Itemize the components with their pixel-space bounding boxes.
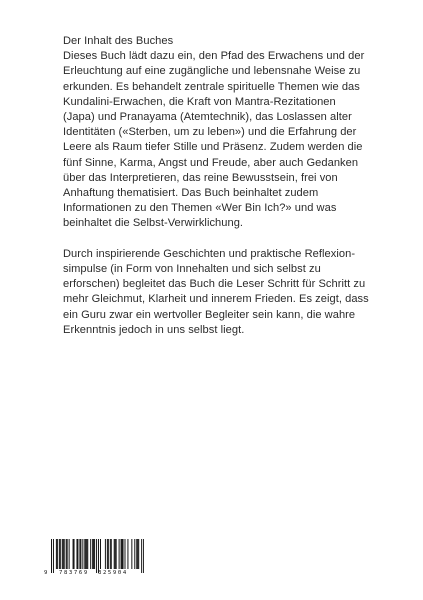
- barcode-bar: [94, 539, 95, 569]
- description-paragraph-1: Dieses Buch lädt dazu ein, den Pfad des Erwachens und der Erleuchtung auf eine zugängliche und lebensnahe Weise zu erkunden. Es behandelt zentrale spirituelle Themen wie das Kundalini-Erwachen, die Kraft von Mantra-Rezitationen (Japa) und Pranayama (Atemtechnik), das Loslassen alter Identitäten («Sterben, um zu leben») und die Erfahrung der Leere als Raum tiefer Stille und Präsenz. Zudem werden die fünf Sinne, Karma, Angst und Freude, aber auch Gedanken über das Interpretieren, das reine Bewusstsein, frei von Anhaftung thematisiert. Das Buch beinhaltet zudem Informationen zu den Themen «Wer Bin Ich?» und was beinhaltet die Selbst-Verwirklichung.: [63, 50, 365, 230]
- barcode-bar: [69, 539, 70, 569]
- barcode-bar: [53, 539, 54, 573]
- barcode-bar: [122, 539, 123, 569]
- barcode-bar: [96, 539, 97, 573]
- barcode-bar: [64, 539, 65, 569]
- barcode-bar: [108, 539, 109, 569]
- barcode-first-digit: 9: [44, 570, 48, 576]
- barcode-bar: [90, 539, 91, 569]
- barcode-bar: [67, 539, 68, 569]
- barcode-bar: [114, 539, 115, 569]
- barcode-left-group: 783769: [59, 570, 89, 576]
- barcode-bar: [62, 539, 63, 569]
- barcode-bar: [105, 539, 106, 569]
- book-description: [63, 34, 369, 338]
- barcode-bar: [98, 539, 99, 573]
- barcode-bar: [131, 539, 132, 569]
- barcode-bar: [119, 539, 120, 569]
- barcode-bar: [136, 539, 137, 569]
- barcode-digits: [44, 570, 144, 580]
- barcode-bar: [134, 539, 135, 569]
- barcode-bar: [74, 539, 75, 569]
- section-heading: Der Inhalt des Buches: [63, 35, 174, 47]
- barcode-bar: [127, 539, 128, 569]
- barcode-bar: [57, 539, 58, 569]
- barcode-bar: [110, 539, 111, 569]
- barcode-bar: [138, 539, 139, 569]
- barcode-bar: [86, 539, 87, 569]
- barcode-bar: [125, 539, 126, 569]
- barcode-bar: [80, 539, 81, 569]
- barcode-bar: [60, 539, 61, 569]
- barcode-bar: [59, 539, 60, 569]
- barcode-bar: [111, 539, 112, 569]
- barcode-bar: [77, 539, 78, 569]
- barcode-bar: [51, 539, 52, 573]
- description-paragraph-2: Durch inspirierende Geschichten und praktische Reflexionsimpulse (in Form von Innehalten und sich selbst zu erforschen) begleitet das Buch die Leser Schritt für Schritt zu mehr Gleichmut, Klarheit und innerem Frieden. Es zeigt, dass ein Guru zwar ein wertvoller Begleiter sein kann, die wahre Erkenntnis jedoch in uns selbst liegt.: [63, 247, 369, 336]
- barcode-bar: [87, 539, 88, 569]
- barcode-bar: [63, 539, 64, 569]
- barcode-bar: [66, 539, 67, 569]
- barcode-bar: [123, 539, 124, 569]
- barcode-bar: [115, 539, 116, 569]
- barcode-bar: [85, 539, 86, 569]
- barcode-bar: [56, 539, 57, 569]
- barcode-bar: [93, 539, 94, 569]
- barcode-bar: [107, 539, 108, 569]
- barcode-bar: [137, 539, 138, 569]
- barcode-bar: [116, 539, 117, 569]
- barcode-bar: [143, 539, 144, 573]
- barcode-bar: [76, 539, 77, 569]
- isbn-barcode: [44, 539, 144, 581]
- barcode-bar: [82, 539, 83, 569]
- barcode-bar: [121, 539, 122, 569]
- barcode-right-group: 325904: [98, 570, 128, 576]
- barcode-bar: [141, 539, 142, 573]
- barcode-bar: [92, 539, 93, 569]
- barcode-bar: [73, 539, 74, 569]
- barcode-bar: [79, 539, 80, 569]
- barcode-bars: [44, 539, 144, 573]
- barcode-bar: [100, 539, 101, 569]
- barcode-bar: [84, 539, 85, 569]
